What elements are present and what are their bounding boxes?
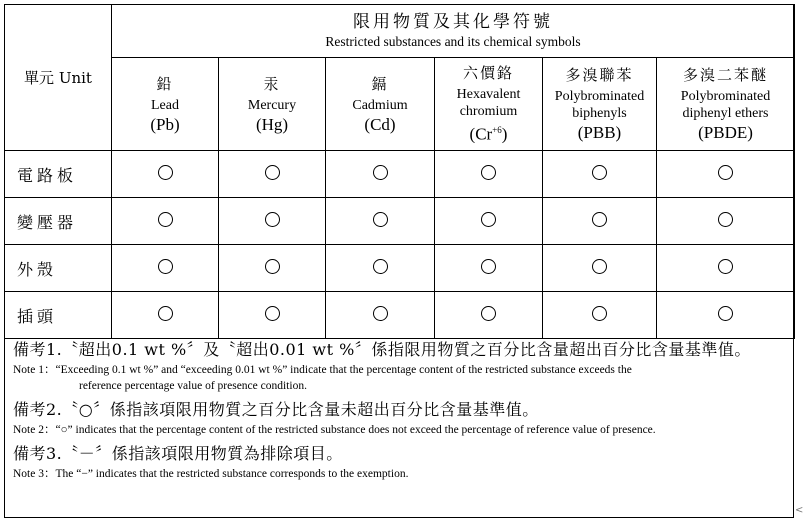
mark-cell xyxy=(657,245,795,292)
table-row xyxy=(5,245,795,292)
substance-en: Hexavalent xyxy=(456,87,521,103)
note-3-english: Note 3：The “−” indicates that the restricted substance corresponds to the exemption. xyxy=(13,468,409,480)
note-1-english-line2: reference percentage value of presence condition. xyxy=(79,380,307,392)
circle-icon xyxy=(718,165,733,180)
substance-en: Mercury xyxy=(247,97,297,113)
substance-symbol: (Pb) xyxy=(150,114,180,134)
notes-section xyxy=(4,330,794,518)
note-3-chinese: 備考3.〝－〞係指該項限用物質為排除項目。 xyxy=(13,444,343,463)
substance-lead xyxy=(112,58,219,151)
circle-icon xyxy=(373,212,388,227)
substance-en: biphenyls xyxy=(572,106,627,121)
circle-icon xyxy=(265,212,280,227)
note-2-english: Note 2：“○” indicates that the percentage content of the restricted substance does not exceed the percentage of reference value of presence. xyxy=(13,424,656,436)
substance-en: Lead xyxy=(151,97,179,113)
mark-cell xyxy=(543,245,657,292)
restricted-substances-table xyxy=(4,4,795,339)
substance-pbb xyxy=(543,58,657,151)
circle-icon xyxy=(481,306,496,321)
circle-icon xyxy=(373,306,388,321)
circle-icon xyxy=(592,165,607,180)
circle-icon xyxy=(265,259,280,274)
substance-zh: 多溴二苯醚 xyxy=(683,66,769,84)
substance-pbde xyxy=(657,58,795,151)
part-name: 外殼 xyxy=(5,245,112,292)
mark-cell xyxy=(112,245,219,292)
mark-cell xyxy=(657,151,795,198)
substance-zh: 六價鉻 xyxy=(462,64,514,83)
mark-cell xyxy=(657,198,795,245)
circle-icon xyxy=(158,212,173,227)
part-name: 變壓器 xyxy=(5,198,112,245)
substance-symbol: (Cd) xyxy=(364,114,396,134)
mark-cell xyxy=(543,198,657,245)
corner-mark: < xyxy=(795,505,803,516)
circle-icon xyxy=(158,165,173,180)
mark-cell xyxy=(112,151,219,198)
table-row xyxy=(5,198,795,245)
unit-header xyxy=(5,5,112,151)
substance-en: Polybrominated xyxy=(680,89,771,104)
title-english: Restricted substances and its chemical symbols xyxy=(325,34,581,49)
circle-icon xyxy=(592,306,607,321)
mark-cell xyxy=(435,245,543,292)
substance-cadmium xyxy=(326,58,435,151)
mark-cell xyxy=(326,245,435,292)
unit-label: 單元 Unit xyxy=(24,69,92,87)
substance-symbol: (PBB) xyxy=(577,123,622,142)
substance-symbol: (Hg) xyxy=(255,114,289,134)
table-title xyxy=(112,5,795,58)
mark-cell xyxy=(219,245,326,292)
mark-cell xyxy=(435,198,543,245)
circle-icon xyxy=(265,306,280,321)
mark-cell xyxy=(435,151,543,198)
circle-icon xyxy=(592,259,607,274)
substance-hexavalent-chromium xyxy=(435,58,543,151)
substance-zh: 汞 xyxy=(263,74,281,93)
circle-icon xyxy=(718,259,733,274)
note-1-english xyxy=(13,362,793,394)
substance-zh: 鎘 xyxy=(371,74,389,93)
part-name: 電路板 xyxy=(5,151,112,198)
circle-icon xyxy=(718,212,733,227)
substance-symbol: $(Cr^{+6})$ xyxy=(469,124,508,144)
note-2-chinese: 備考2.〝○〞係指該項限用物質之百分比含量未超出百分比含量基準值。 xyxy=(13,400,539,419)
substance-zh: 鉛 xyxy=(156,74,174,93)
note-1-chinese: 備考1.〝超出0.1 wt %〞及〝超出0.01 wt %〞係指限用物質之百分比含量超出百分比含量基準值。 xyxy=(13,340,751,359)
mark-cell xyxy=(112,198,219,245)
substance-symbol: (PBDE) xyxy=(698,123,753,142)
circle-icon xyxy=(373,259,388,274)
mark-cell xyxy=(219,151,326,198)
mark-cell xyxy=(543,151,657,198)
substance-en: Cadmium xyxy=(352,97,408,113)
mark-cell xyxy=(326,151,435,198)
circle-icon xyxy=(265,165,280,180)
circle-icon xyxy=(718,306,733,321)
circle-icon xyxy=(481,212,496,227)
circle-icon xyxy=(373,165,388,180)
circle-icon xyxy=(481,165,496,180)
circle-icon xyxy=(158,306,173,321)
substance-en: chromium xyxy=(459,104,518,120)
title-chinese: 限用物質及其化學符號 xyxy=(353,12,553,32)
circle-icon xyxy=(158,259,173,274)
mark-cell xyxy=(326,198,435,245)
circle-icon xyxy=(481,259,496,274)
mark-cell xyxy=(219,198,326,245)
substance-zh: 多溴聯苯 xyxy=(565,66,634,84)
note-1-english-line1: Note 1：“Exceeding 0.1 wt %” and “exceeding 0.01 wt %” indicate that the percentage content of the restricted substance exceeds the xyxy=(13,364,632,376)
table-row xyxy=(5,151,795,198)
substance-en: Polybrominated xyxy=(554,89,645,104)
circle-icon xyxy=(592,212,607,227)
substance-en: diphenyl ethers xyxy=(682,106,769,121)
part-name: 插頭 xyxy=(5,292,112,339)
substance-mercury xyxy=(219,58,326,151)
